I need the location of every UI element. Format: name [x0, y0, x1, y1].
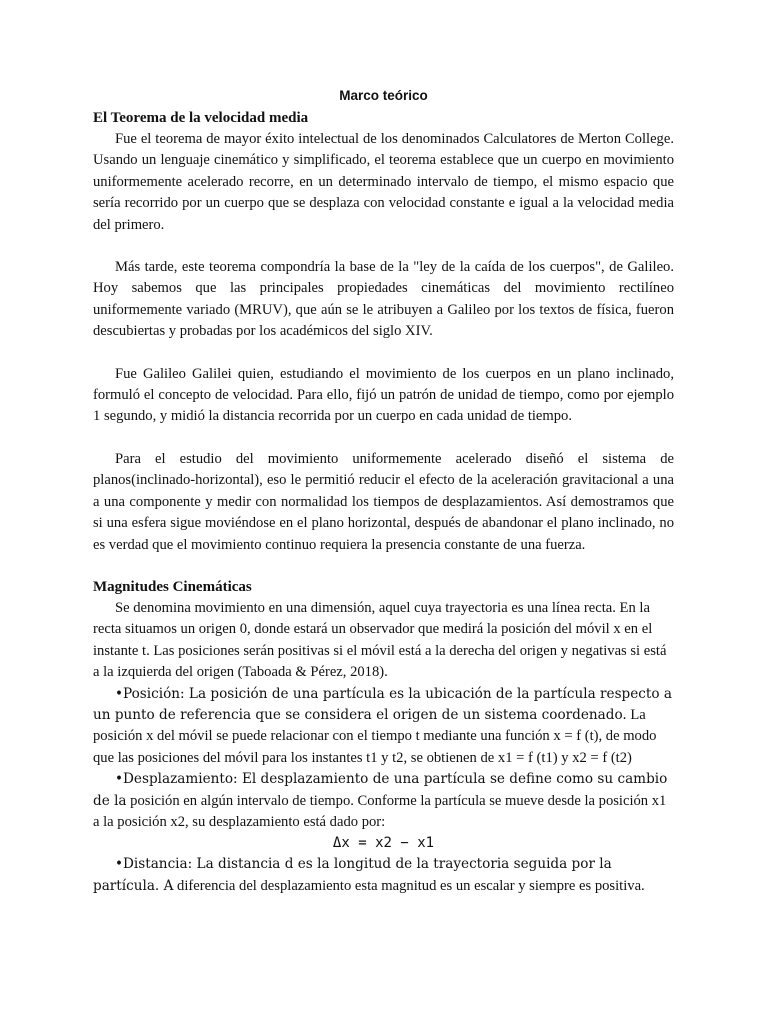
paragraph-gap [93, 556, 674, 577]
paragraph-gap [93, 343, 674, 364]
distance-rest: diferencia del desplazamiento esta magnitud es un escalar y siempre es positiva. [173, 877, 645, 894]
position-lead: : La posición de una partícula es la ubicación de la partícula respecto a un punto de referencia que se considera el origen de un sistema coordenado. [93, 685, 672, 723]
position-rest: La posición x del móvil se puede relacionar con el tiempo t mediante una función x = f (t), de modo que las posiciones del móvil para los instantes t1 y t2, se obtienen de x1 = f (t1) y x2 = f (t2) [93, 706, 657, 766]
section-heading-velocidad-media: El Teorema de la velocidad media [93, 110, 309, 126]
paragraph-1: Fue el teorema de mayor éxito intelectual de los denominados Calculatores de Merton College. Usando un lenguaje cinemático y simplificado, el teorema establece que un cuerpo en movimiento uniformemente acelerado recorre, en un determinado intervalo de tiempo, el mismo espacio que sería recorrido por un cuerpo que se desplaza con velocidad constante e igual a la velocidad media del primero. [93, 131, 674, 233]
paragraph-2: Más tarde, este teorema compondría la base de la "ley de la caída de los cuerpos", de Galileo. Hoy sabemos que las principales propiedades cinemáticas del movimiento rectilíneo uniformemente variado (MRUV), que aún se le atribuyen a Galileo por los textos de física, fueron descubiertas y probadas por los académicos del siglo XIV. [93, 259, 674, 340]
position-term: •Posición [115, 685, 181, 702]
definition-distance [93, 854, 674, 897]
distance-term: •Distancia [115, 856, 188, 873]
section-heading-magnitudes: Magnitudes Cinemáticas [93, 578, 252, 595]
displacement-formula: Δx = x2 − x1 [332, 835, 435, 852]
paragraph-gap [93, 428, 674, 449]
page-title: Marco teórico [339, 88, 428, 103]
displacement-term: •Desplazamiento [115, 771, 234, 788]
definition-displacement [93, 769, 674, 833]
paragraph-gap [93, 236, 674, 257]
intro-paragraph: Se denomina movimiento en una dimensión, aquel cuya trayectoria es una línea recta. En la recta situamos un origen 0, donde estará un observador que medirá la posición del móvil x en el instante t. Las posiciones serán positivas si el móvil está a la derecha del origen y negativas si está a la izquierda del origen (Taboada & Pérez, 2018). [93, 599, 667, 681]
displacement-rest: posición en algún intervalo de tiempo. Conforme la partícula se mueve desde la posición x1 a la posición x2, su desplazamiento está dado por: [93, 792, 667, 830]
distance-lead: : La distancia d es la longitud de la trayectoria seguida por la partícula. A [93, 856, 612, 894]
definition-position [93, 684, 674, 770]
paragraph-4: Para el estudio del movimiento uniformemente acelerado diseñó el sistema de planos(inclinado-horizontal), eso le permitió reducir el efecto de la aceleración gravitacional a una a una componente y medir con normalidad los tiempos de desplazamientos. Así demostramos que si una esfera sigue moviéndose en el plano horizontal, después de abandonar el plano inclinado, no es verdad que el movimiento continuo requiera la presencia constante de una fuerza. [93, 450, 674, 553]
paragraph-3: Fue Galileo Galilei quien, estudiando el movimiento de los cuerpos en un plano inclinado, formuló el concepto de velocidad. Para ello, fijó un patrón de unidad de tiempo, como por ejemplo 1 segundo, y midió la distancia recorrida por un cuerpo en cada unidad de tiempo. [93, 365, 674, 425]
displacement-lead: : El desplazamiento de una partícula se define como su cambio de la [93, 771, 668, 809]
